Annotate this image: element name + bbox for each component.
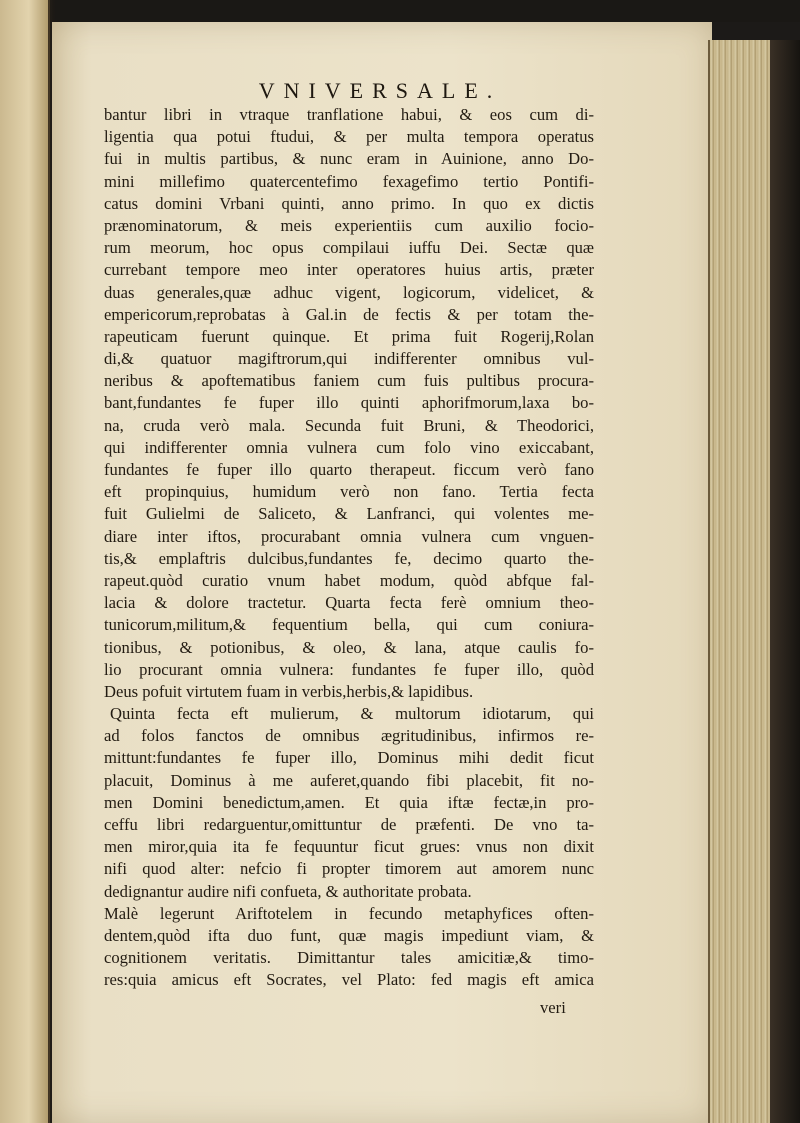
body-text: [104, 104, 594, 992]
page-fore-edge: [708, 40, 772, 1123]
text-line: tis,& emplaftris dulcibus,fundantes fe, decimo quarto the-: [104, 548, 594, 568]
text-line: fui in multis partibus, & nunc eram in Auinione, anno Do-: [104, 149, 594, 169]
text-line: bantur libri in vtraque tranflatione habui, & eos cum di-: [104, 105, 594, 124]
text-line: empericorum,reprobatas à Gal.in de fectis & per totam the-: [104, 304, 594, 324]
text-line: mini millefimo quatercentefimo fexagefimo tertio Pontifi-: [104, 171, 594, 191]
text-line: diare inter iftos, procurabant omnia vulnera cum vnguen-: [104, 526, 594, 546]
text-line: dedignantur audire nifi confueta, & authoritate probata.: [104, 881, 472, 901]
text-line: Malè legerunt Ariftotelem in fecundo metaphyfices often-: [104, 903, 594, 923]
left-page-edge: [0, 0, 50, 1123]
text-line: men Domini benedictum,amen. Et quia iftæ fectæ,in pro-: [104, 792, 594, 812]
text-line: rapeuticam fuerunt quinque. Et prima fuit Rogerij,Rolan: [104, 326, 594, 346]
text-line: rum meorum, hoc opus compilaui iuffu Dei. Sectæ quæ: [104, 238, 594, 258]
text-line: mittunt:fundantes fe fuper illo, Dominus mihi dedit ficut: [104, 748, 594, 768]
text-line: ceffu libri redarguentur,omittuntur de præfenti. De vno ta-: [104, 815, 594, 834]
text-line: men miror,quia ita fe fequuntur ficut grues: vnus non dixit: [104, 837, 594, 857]
text-line: di,& quatuor magiftrorum,qui indifferenter omnibus vul-: [104, 349, 594, 369]
text-line: fundantes fe fuper illo quarto therapeut. ficcum verò fano: [104, 460, 594, 479]
text-line: ad folos fanctos de omnibus ægritudinibus, infirmos re-: [104, 726, 594, 746]
text-line: lacia & dolore tractetur. Quarta fecta ferè omnium theo-: [104, 593, 594, 613]
text-line: Quinta fecta eft mulierum, & multorum idiotarum, qui: [110, 704, 594, 724]
text-line: fuit Gulielmi de Saliceto, & Lanfranci, qui volentes me-: [104, 504, 594, 524]
text-line: tionibus, & potionibus, & oleo, & lana, atque caulis fo-: [104, 637, 594, 657]
text-line: bant,fundantes fe fuper illo quinti aphorifmorum,laxa bo-: [104, 393, 594, 413]
scan-top-margin: [52, 0, 800, 22]
text-line: ligentia qua potui ftudui, & per multa tempora operatus: [104, 127, 594, 147]
text-line: rapeut.quòd curatio vnum habet modum, quòd abfque fal-: [104, 570, 594, 590]
text-line: placuit, Dominus à me auferet,quando fibi placebit, fit no-: [104, 770, 594, 790]
text-line: eft propinquius, humidum verò non fano. Tertia fecta: [104, 482, 594, 502]
text-line: na, cruda verò mala. Secunda fuit Bruni, & Theodorici,: [104, 415, 594, 435]
text-line: dentem,quòd ifta duo funt, quæ magis impediunt viam, &: [104, 925, 594, 945]
catchword: veri: [540, 998, 566, 1017]
text-line: cognitionem veritatis. Dimittantur tales amicitiæ,& timo-: [104, 948, 594, 968]
scan-right-margin: [770, 40, 800, 1123]
text-line: catus domini Vrbani quinti, anno primo. In quo ex dictis: [104, 193, 594, 213]
text-line: Deus pofuit virtutem fuam in verbis,herbis,& lapidibus.: [104, 681, 474, 701]
text-line: res:quia amicus eft Socrates, vel Plato: fed magis eft amica: [104, 970, 594, 990]
text-line: duas generales,quæ adhuc vigent, logicorum, videlicet, &: [104, 282, 594, 302]
text-line: qui indifferenter omnia vulnera cum folo vino exiccabant,: [104, 437, 594, 457]
text-line: tunicorum,militum,& fequentium bella, qui cum coniura-: [104, 615, 594, 635]
text-line: prænominatorum, & meis experientiis cum auxilio focio-: [104, 215, 594, 235]
text-line: neribus & apoftematibus faniem cum fuis pultibus procura-: [104, 371, 594, 391]
running-header: VNIVERSALE.: [258, 78, 502, 103]
text-line: currebant tempore meo inter operatores huius artis, præter: [104, 260, 594, 280]
text-line: lio procurant omnia vulnera: fundantes fe fuper illo, quòd: [104, 659, 594, 679]
text-line: nifi quod alter: nefcio fi propter timorem aut amorem nunc: [104, 859, 594, 879]
